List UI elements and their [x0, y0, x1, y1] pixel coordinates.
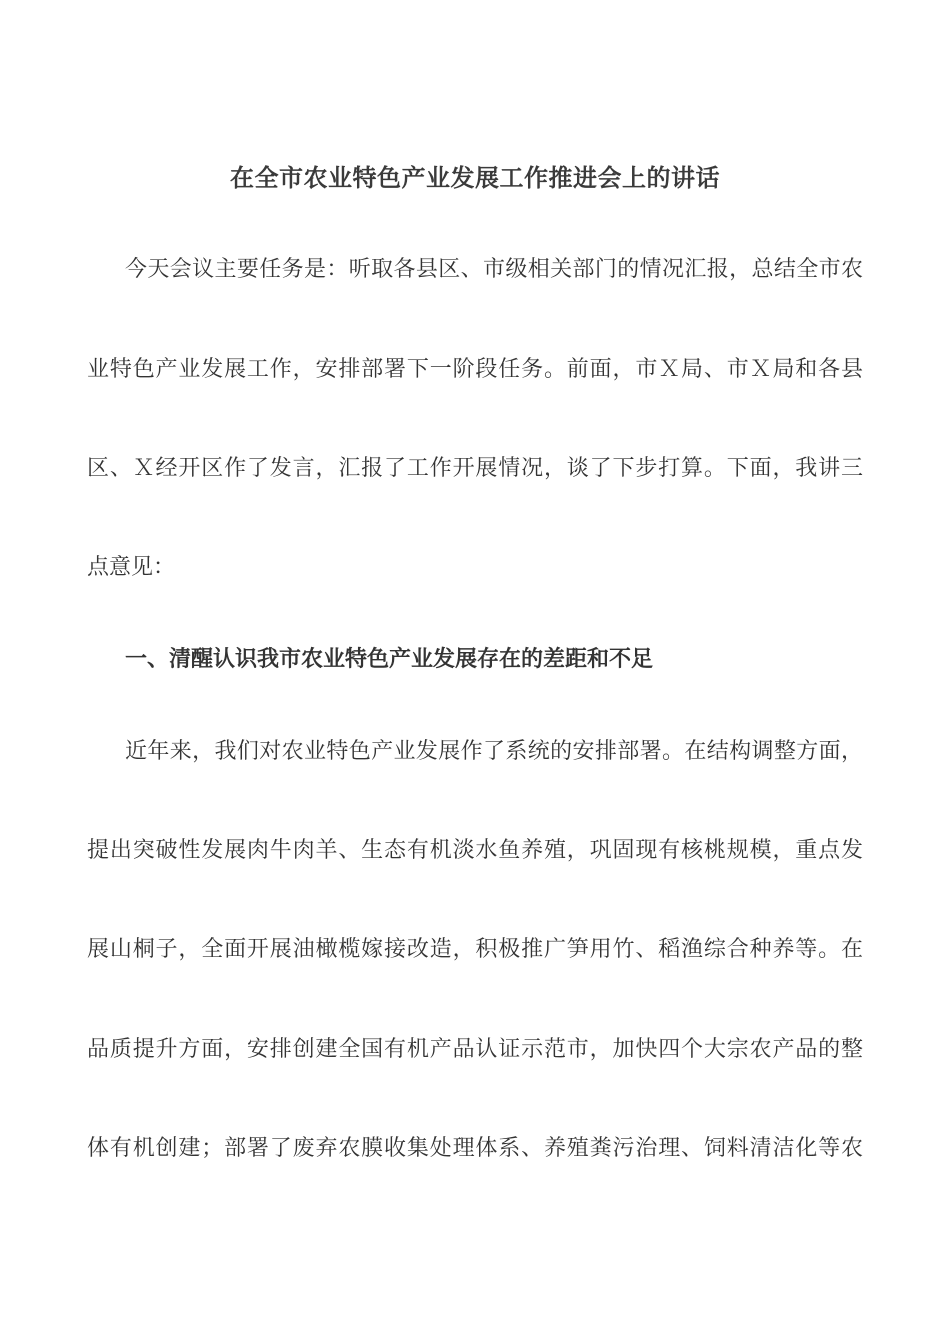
paragraph-line: 品质提升方面，安排创建全国有机产品认证示范市，加快四个大宗农产品的整 — [87, 1037, 863, 1062]
paragraph-line: 今天会议主要任务是：听取各县区、市级相关部门的情况汇报，总结全市农 — [125, 257, 863, 282]
section-heading: 一、清醒认识我市农业特色产业发展存在的差距和不足 — [125, 647, 654, 672]
paragraph-line: 点意见： — [87, 555, 176, 580]
document-title: 在全市农业特色产业发展工作推进会上的讲话 — [230, 164, 720, 192]
paragraph-line: 提出突破性发展肉牛肉羊、生态有机淡水鱼养殖，巩固现有核桃规模，重点发 — [87, 838, 863, 863]
paragraph-line: 区、Ｘ经开区作了发言，汇报了工作开展情况，谈了下步打算。下面，我讲三 — [87, 456, 863, 481]
paragraph-line: 业特色产业发展工作，安排部署下一阶段任务。前面，市Ｘ局、市Ｘ局和各县 — [87, 357, 863, 382]
paragraph-line: 近年来，我们对农业特色产业发展作了系统的安排部署。在结构调整方面， — [125, 739, 863, 764]
paragraph-line: 体有机创建；部署了废弃农膜收集处理体系、养殖粪污治理、饲料清洁化等农 — [87, 1136, 863, 1161]
paragraph-line: 展山桐子，全面开展油橄榄嫁接改造，积极推广笋用竹、稻渔综合种养等。在 — [87, 937, 863, 962]
